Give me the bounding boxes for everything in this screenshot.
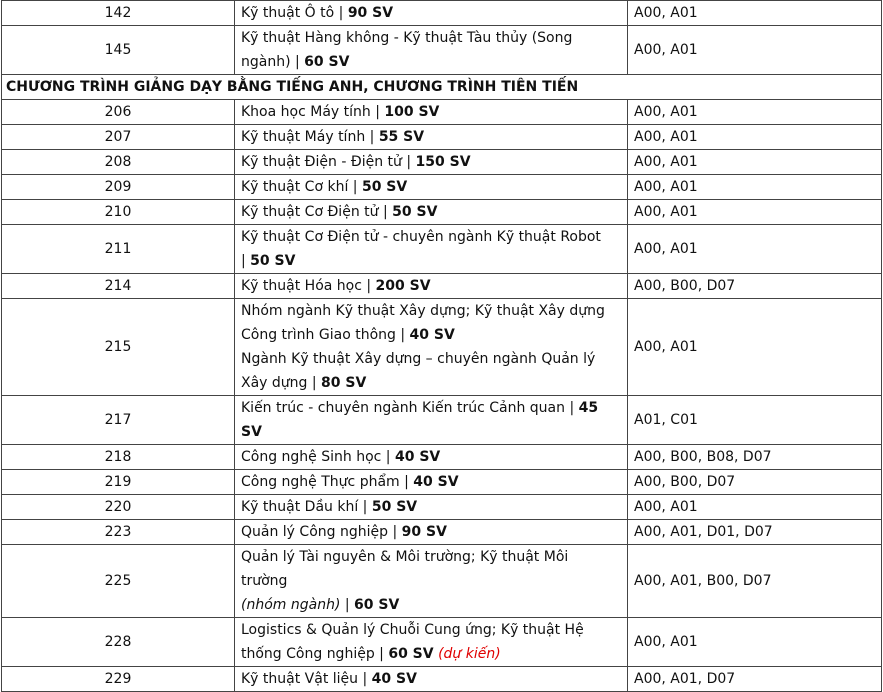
major-code: 219 [2,470,235,495]
major-name: Logistics & Quản lý Chuỗi Cung ứng; Kỹ thuật Hệ thống Công nghiệp | 60 SV (dự kiến) [235,618,628,667]
table-row [2,175,882,200]
section-title: CHƯƠNG TRÌNH GIẢNG DẠY BẰNG TIẾNG ANH, CHƯƠNG TRÌNH TIÊN TIẾN [2,75,882,100]
major-name: Quản lý Tài nguyên & Môi trường; Kỹ thuật Môi trường (nhóm ngành) | 60 SV [235,545,628,618]
subject-groups: A00, A01, D01, D07 [628,520,882,545]
subject-groups: A00, A01, B00, D07 [628,545,882,618]
table-row [2,125,882,150]
major-name: Kỹ thuật Điện - Điện tử | 150 SV [235,150,628,175]
subject-groups: A00, B00, D07 [628,470,882,495]
table-row [2,470,882,495]
major-name: Công nghệ Sinh học | 40 SV [235,445,628,470]
subject-groups: A00, B00, D07 [628,274,882,299]
table-row [2,26,882,75]
major-name: Khoa học Máy tính | 100 SV [235,100,628,125]
subject-groups: A00, A01 [628,225,882,274]
major-code: 223 [2,520,235,545]
subject-groups: A00, A01 [628,200,882,225]
major-code: 218 [2,445,235,470]
major-name: Kỹ thuật Máy tính | 55 SV [235,125,628,150]
major-name: Kiến trúc - chuyên ngành Kiến trúc Cảnh quan | 45 SV [235,396,628,445]
table-row [2,667,882,692]
subject-groups: A00, A01 [628,100,882,125]
major-name: Kỹ thuật Cơ khí | 50 SV [235,175,628,200]
subject-groups: A00, A01 [628,299,882,396]
subject-groups: A00, A01 [628,175,882,200]
major-code: 208 [2,150,235,175]
major-code: 229 [2,667,235,692]
table-row [2,1,882,26]
subject-groups: A00, A01, D07 [628,667,882,692]
table-row [2,274,882,299]
major-code: 209 [2,175,235,200]
table-row [2,100,882,125]
major-code: 206 [2,100,235,125]
major-name: Nhóm ngành Kỹ thuật Xây dựng; Kỹ thuật Xây dựng Công trình Giao thông | 40 SV Ngành Kỹ thuật Xây dựng – chuyên ngành Quản lý Xây dựng | 80 SV [235,299,628,396]
major-code: 142 [2,1,235,26]
major-code: 215 [2,299,235,396]
major-code: 220 [2,495,235,520]
table-row [2,495,882,520]
table-row [2,200,882,225]
table-row [2,545,882,618]
subject-groups: A01, C01 [628,396,882,445]
subject-groups: A00, A01 [628,495,882,520]
table-row [2,618,882,667]
table-row [2,225,882,274]
major-name: Công nghệ Thực phẩm | 40 SV [235,470,628,495]
major-code: 145 [2,26,235,75]
major-name: Kỹ thuật Vật liệu | 40 SV [235,667,628,692]
table-row [2,520,882,545]
subject-groups: A00, A01 [628,150,882,175]
major-code: 214 [2,274,235,299]
major-code: 228 [2,618,235,667]
major-code: 217 [2,396,235,445]
admissions-table [1,0,882,692]
subject-groups: A00, A01 [628,26,882,75]
subject-groups: A00, A01 [628,1,882,26]
subject-groups: A00, A01 [628,618,882,667]
subject-groups: A00, B00, B08, D07 [628,445,882,470]
major-code: 211 [2,225,235,274]
major-name: Kỹ thuật Hàng không - Kỹ thuật Tàu thủy (Song ngành) | 60 SV [235,26,628,75]
table-row [2,150,882,175]
table-row [2,445,882,470]
major-code: 210 [2,200,235,225]
major-name: Quản lý Công nghiệp | 90 SV [235,520,628,545]
major-name: Kỹ thuật Dầu khí | 50 SV [235,495,628,520]
major-name: Kỹ thuật Hóa học | 200 SV [235,274,628,299]
major-name: Kỹ thuật Cơ Điện tử | 50 SV [235,200,628,225]
section-header-row [2,75,882,100]
major-code: 207 [2,125,235,150]
table-row [2,396,882,445]
tentative-note: (dự kiến) [438,646,501,662]
table-row [2,299,882,396]
subject-groups: A00, A01 [628,125,882,150]
major-name: Kỹ thuật Ô tô | 90 SV [235,1,628,26]
major-code: 225 [2,545,235,618]
major-name: Kỹ thuật Cơ Điện tử - chuyên ngành Kỹ thuật Robot | 50 SV [235,225,628,274]
